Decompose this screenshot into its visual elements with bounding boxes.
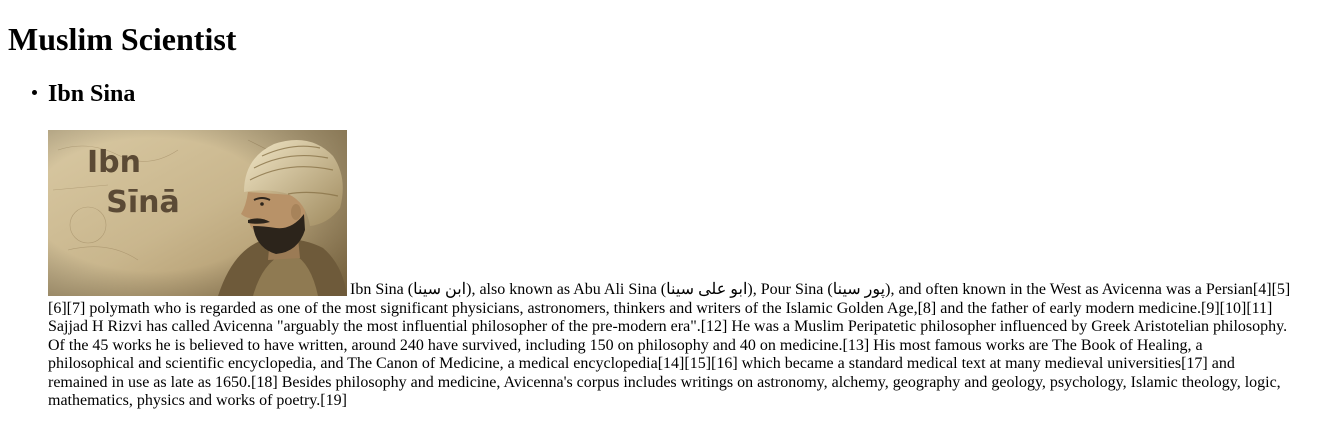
portrait-caption-line2: Sīnā	[106, 185, 180, 220]
portrait-caption-line1: Ibn	[87, 145, 141, 180]
bullet-icon	[32, 90, 37, 95]
ibn-sina-portrait-image	[48, 130, 347, 296]
section-paragraph: Ibn Sina (ابن سینا), also known as Abu Ali Sina (ابو علی سینا), Pour Sina (پور سینا), and often known in the West as Avicenna was a Persian[4][5][6][7] polymath who is regarded as one of the most significant physicians, astronomers, thinkers and writers of the Islamic Golden Age,[8] and the father of early modern medicine.[9][10][11] Sajjad H Rizvi has called Avicenna "arguably the most influential philosopher of the pre-modern era".[12] He was a Muslim Peripatetic philosopher influenced by Greek Aristotelian philosophy. Of the 45 works he is believed to have written, around 240 have survived, including 150 on philosophy and 40 on medicine.[13] His most famous works are The Book of Healing, a philosophical and scientific encyclopedia, and The Canon of Medicine, a medical encyclopedia[14][15][16] which became a standard medical text at many medieval universities[17] and remained in use as late as 1650.[18] Besides philosophy and medicine, Avicenna's corpus includes writings on astronomy, alchemy, geography and geology, psychology, Islamic theology, logic, mathematics, physics and works of poetry.[19]	[48, 281, 1291, 409]
scientist-list	[8, 80, 1332, 411]
page	[0, 21, 1332, 411]
section-content	[48, 128, 1292, 411]
section-title: Ibn Sina	[48, 81, 136, 107]
page-title: Muslim Scientist	[8, 21, 237, 57]
list-item	[48, 80, 1332, 411]
